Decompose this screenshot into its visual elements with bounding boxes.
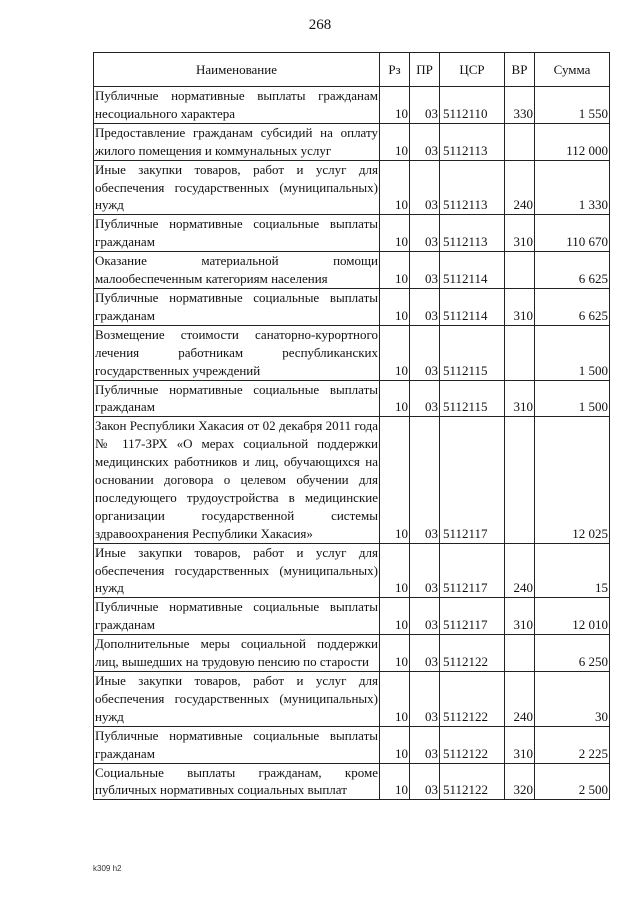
cell-csr: 5112117 [440,417,505,543]
cell-rz: 10 [380,672,410,727]
cell-sum: 6 625 [535,252,610,289]
cell-sum: 12 025 [535,417,610,543]
cell-csr: 5112113 [440,123,505,160]
cell-sum: 30 [535,672,610,727]
cell-csr: 5112122 [440,635,505,672]
cell-pr: 03 [410,252,440,289]
cell-csr: 5112113 [440,160,505,215]
cell-vr: 310 [505,598,535,635]
table-row [94,123,610,160]
cell-sum: 6 250 [535,635,610,672]
cell-sum: 110 670 [535,215,610,252]
cell-csr: 5112114 [440,288,505,325]
cell-sum: 1 330 [535,160,610,215]
cell-sum: 112 000 [535,123,610,160]
cell-csr: 5112115 [440,325,505,380]
cell-rz: 10 [380,160,410,215]
cell-sum: 6 625 [535,288,610,325]
cell-rz: 10 [380,763,410,800]
cell-vr [505,635,535,672]
table-row [94,598,610,635]
cell-csr: 5112115 [440,380,505,417]
table-header-row [94,53,610,87]
cell-rz: 10 [380,252,410,289]
cell-vr [505,325,535,380]
cell-pr: 03 [410,672,440,727]
cell-pr: 03 [410,288,440,325]
cell-pr: 03 [410,325,440,380]
table-row [94,543,610,598]
cell-pr: 03 [410,543,440,598]
header-pr: ПР [410,53,440,87]
cell-vr: 310 [505,380,535,417]
cell-name: Иные закупки товаров, работ и услуг для обеспечения государственных (муниципальных) нужд [94,543,380,598]
table-row [94,635,610,672]
cell-name: Иные закупки товаров, работ и услуг для обеспечения государственных (муниципальных) нужд [94,672,380,727]
cell-csr: 5112110 [440,87,505,124]
table-row [94,252,610,289]
table-row [94,380,610,417]
table-row [94,325,610,380]
cell-vr: 240 [505,160,535,215]
cell-name: Возмещение стоимости санаторно-курортного лечения работникам республиканских государственных учреждений [94,325,380,380]
cell-csr: 5112122 [440,726,505,763]
cell-sum: 2 225 [535,726,610,763]
cell-name: Социальные выплаты гражданам, кроме публичных нормативных социальных выплат [94,763,380,800]
cell-rz: 10 [380,726,410,763]
cell-vr: 240 [505,543,535,598]
cell-vr [505,123,535,160]
cell-sum: 2 500 [535,763,610,800]
cell-sum: 12 010 [535,598,610,635]
cell-rz: 10 [380,380,410,417]
cell-csr: 5112117 [440,598,505,635]
cell-pr: 03 [410,417,440,543]
header-rz: Рз [380,53,410,87]
cell-name: Публичные нормативные социальные выплаты гражданам [94,215,380,252]
cell-vr: 310 [505,288,535,325]
budget-table [93,52,610,800]
cell-csr: 5112117 [440,543,505,598]
cell-sum: 15 [535,543,610,598]
cell-rz: 10 [380,417,410,543]
header-sum: Сумма [535,53,610,87]
cell-rz: 10 [380,215,410,252]
cell-csr: 5112114 [440,252,505,289]
table-row [94,417,610,543]
cell-pr: 03 [410,635,440,672]
cell-pr: 03 [410,87,440,124]
cell-pr: 03 [410,598,440,635]
cell-rz: 10 [380,288,410,325]
cell-name: Публичные нормативные социальные выплаты гражданам [94,726,380,763]
table-body [94,87,610,800]
cell-pr: 03 [410,123,440,160]
cell-pr: 03 [410,726,440,763]
cell-name: Публичные нормативные социальные выплаты гражданам [94,288,380,325]
header-csr: ЦСР [440,53,505,87]
header-vr: ВР [505,53,535,87]
footer-code: k309 h2 [93,864,122,873]
cell-rz: 10 [380,598,410,635]
cell-vr: 330 [505,87,535,124]
cell-vr: 310 [505,726,535,763]
cell-rz: 10 [380,543,410,598]
cell-name: Предоставление гражданам субсидий на оплату жилого помещения и коммунальных услуг [94,123,380,160]
cell-pr: 03 [410,380,440,417]
cell-vr [505,417,535,543]
cell-rz: 10 [380,635,410,672]
cell-rz: 10 [380,123,410,160]
cell-sum: 1 500 [535,325,610,380]
cell-name: Публичные нормативные выплаты гражданам несоциального характера [94,87,380,124]
cell-name: Иные закупки товаров, работ и услуг для обеспечения государственных (муниципальных) нужд [94,160,380,215]
cell-rz: 10 [380,325,410,380]
cell-pr: 03 [410,160,440,215]
cell-name: Публичные нормативные социальные выплаты гражданам [94,380,380,417]
cell-csr: 5112122 [440,763,505,800]
cell-csr: 5112113 [440,215,505,252]
table-row [94,288,610,325]
cell-csr: 5112122 [440,672,505,727]
cell-rz: 10 [380,87,410,124]
table-row [94,726,610,763]
page-number: 268 [308,17,332,33]
table-row [94,763,610,800]
table-row [94,215,610,252]
table-row [94,87,610,124]
cell-name: Оказание материальной помощи малообеспеченным категориям населения [94,252,380,289]
cell-pr: 03 [410,763,440,800]
cell-vr: 240 [505,672,535,727]
table-row [94,672,610,727]
cell-name: Закон Республики Хакасия от 02 декабря 2011 года № 117-ЗРХ «О мерах социальной поддержки медицинских работников и лиц, обучающихся на основании договора о целевом обучении для последующего трудоустройства в медицинские организации государственной системы здравоохранения Республики Хакасия» [94,417,380,543]
header-name: Наименование [94,53,380,87]
cell-pr: 03 [410,215,440,252]
cell-vr: 310 [505,215,535,252]
cell-name: Публичные нормативные социальные выплаты гражданам [94,598,380,635]
cell-vr: 320 [505,763,535,800]
cell-name: Дополнительные меры социальной поддержки лиц, вышедших на трудовую пенсию по старости [94,635,380,672]
table-row [94,160,610,215]
cell-sum: 1 500 [535,380,610,417]
cell-vr [505,252,535,289]
cell-sum: 1 550 [535,87,610,124]
